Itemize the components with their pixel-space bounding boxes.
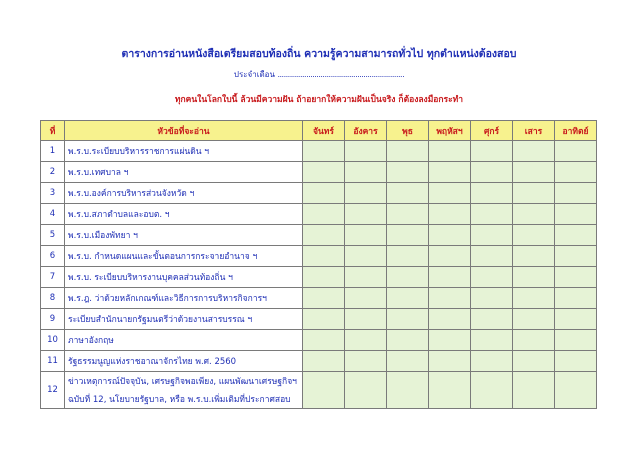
day-cell-friday[interactable] [471,141,513,162]
row-topic: ภาษาอังกฤษ [65,330,303,351]
day-cell-thursday[interactable] [429,162,471,183]
table-row [41,288,597,309]
row-topic-line2: ฉบับที่ 12, นโยบายรัฐบาล, หรือ พ.ร.บ.เพิ่มเติมที่ประกาศสอบ [68,395,291,405]
day-cell-monday[interactable] [303,372,345,409]
page-title: ตารางการอ่านหนังสือเตรียมสอบท้องถิ่น ความรู้ความสามารถทั่วไป ทุกตำแหน่งต้องสอบ [121,48,517,60]
col-tuesday: อังคาร [345,121,387,141]
row-number: 12 [41,372,65,409]
day-cell-sunday[interactable] [555,183,597,204]
day-cell-tuesday[interactable] [345,204,387,225]
day-cell-tuesday[interactable] [345,309,387,330]
row-number: 7 [41,267,65,288]
day-cell-sunday[interactable] [555,288,597,309]
day-cell-tuesday[interactable] [345,330,387,351]
reading-schedule-table [40,120,597,409]
day-cell-saturday[interactable] [513,183,555,204]
day-cell-monday[interactable] [303,351,345,372]
day-cell-sunday[interactable] [555,330,597,351]
day-cell-thursday[interactable] [429,309,471,330]
day-cell-sunday[interactable] [555,162,597,183]
day-cell-saturday[interactable] [513,288,555,309]
day-cell-saturday[interactable] [513,162,555,183]
col-friday: ศุกร์ [471,121,513,141]
row-topic: พ.ร.บ.ระเบียบบริหารราชการแผ่นดิน ฯ [65,141,303,162]
day-cell-monday[interactable] [303,330,345,351]
day-cell-wednesday[interactable] [387,162,429,183]
row-topic: พ.ร.บ.เทศบาล ฯ [65,162,303,183]
row-number: 8 [41,288,65,309]
day-cell-wednesday[interactable] [387,351,429,372]
col-monday: จันทร์ [303,121,345,141]
header-row [41,121,597,141]
row-topic-line1: ข่าวเหตุการณ์ปัจจุบัน, เศรษฐกิจพอเพียง, แผนพัฒนาเศรษฐกิจฯ [68,377,297,387]
day-cell-tuesday[interactable] [345,288,387,309]
table-row [41,204,597,225]
row-number: 11 [41,351,65,372]
table-row [41,351,597,372]
day-cell-thursday[interactable] [429,267,471,288]
col-topic: หัวข้อที่จะอ่าน [65,121,303,141]
day-cell-thursday[interactable] [429,351,471,372]
day-cell-sunday[interactable] [555,267,597,288]
row-topic: รัฐธรรมนูญแห่งราชอาณาจักรไทย พ.ศ. 2560 [65,351,303,372]
day-cell-thursday[interactable] [429,372,471,409]
row-number: 1 [41,141,65,162]
day-cell-thursday[interactable] [429,246,471,267]
day-cell-sunday[interactable] [555,204,597,225]
table-row [41,330,597,351]
day-cell-monday[interactable] [303,204,345,225]
day-cell-saturday[interactable] [513,225,555,246]
day-cell-wednesday[interactable] [387,225,429,246]
table-row [41,141,597,162]
table-row [41,162,597,183]
day-cell-monday[interactable] [303,246,345,267]
table-row [41,372,597,409]
day-cell-tuesday[interactable] [345,246,387,267]
month-blank: .............................................................. [277,70,405,79]
day-cell-friday[interactable] [471,372,513,409]
day-cell-sunday[interactable] [555,141,597,162]
day-cell-tuesday[interactable] [345,162,387,183]
row-topic: พ.ร.บ. กำหนดแผนและขั้นตอนการกระจายอำนาจ ฯ [65,246,303,267]
row-topic: พ.ร.บ.เมืองพัทยา ฯ [65,225,303,246]
day-cell-saturday[interactable] [513,267,555,288]
day-cell-friday[interactable] [471,351,513,372]
day-cell-monday[interactable] [303,183,345,204]
col-sunday: อาทิตย์ [555,121,597,141]
day-cell-friday[interactable] [471,246,513,267]
day-cell-monday[interactable] [303,267,345,288]
day-cell-friday[interactable] [471,225,513,246]
row-topic: พ.ร.บ.สภาตำบลและอบต. ฯ [65,204,303,225]
row-topic: ระเบียบสำนักนายกรัฐมนตรีว่าด้วยงานสารบรรณ ฯ [65,309,303,330]
row-number: 9 [41,309,65,330]
day-cell-wednesday[interactable] [387,330,429,351]
day-cell-monday[interactable] [303,225,345,246]
day-cell-monday[interactable] [303,162,345,183]
day-cell-friday[interactable] [471,162,513,183]
col-saturday: เสาร [513,121,555,141]
col-thursday: พฤหัสฯ [429,121,471,141]
col-wednesday: พุธ [387,121,429,141]
day-cell-monday[interactable] [303,288,345,309]
row-topic [65,372,303,409]
day-cell-wednesday[interactable] [387,183,429,204]
day-cell-saturday[interactable] [513,309,555,330]
day-cell-sunday[interactable] [555,246,597,267]
day-cell-monday[interactable] [303,141,345,162]
day-cell-friday[interactable] [471,330,513,351]
day-cell-wednesday[interactable] [387,309,429,330]
day-cell-wednesday[interactable] [387,372,429,409]
day-cell-thursday[interactable] [429,330,471,351]
day-cell-friday[interactable] [471,204,513,225]
day-cell-sunday[interactable] [555,309,597,330]
day-cell-friday[interactable] [471,288,513,309]
day-cell-tuesday[interactable] [345,183,387,204]
row-number: 2 [41,162,65,183]
day-cell-monday[interactable] [303,309,345,330]
day-cell-thursday[interactable] [429,288,471,309]
table-row [41,267,597,288]
day-cell-tuesday[interactable] [345,351,387,372]
day-cell-saturday[interactable] [513,204,555,225]
day-cell-thursday[interactable] [429,183,471,204]
row-topic: พ.ร.ฎ. ว่าด้วยหลักเกณฑ์และวิธีการการบริหารกิจการฯ [65,288,303,309]
day-cell-wednesday[interactable] [387,288,429,309]
day-cell-friday[interactable] [471,183,513,204]
day-cell-thursday[interactable] [429,225,471,246]
table-row [41,225,597,246]
day-cell-tuesday[interactable] [345,141,387,162]
day-cell-tuesday[interactable] [345,267,387,288]
row-number: 3 [41,183,65,204]
month-label: ประจำเดือน [233,70,275,79]
day-cell-saturday[interactable] [513,246,555,267]
day-cell-wednesday[interactable] [387,141,429,162]
row-topic: พ.ร.บ. ระเบียบบริหารงานบุคคลส่วนท้องถิ่น ฯ [65,267,303,288]
row-number: 5 [41,225,65,246]
day-cell-thursday[interactable] [429,204,471,225]
table-row [41,246,597,267]
row-number: 10 [41,330,65,351]
day-cell-saturday[interactable] [513,141,555,162]
day-cell-wednesday[interactable] [387,267,429,288]
day-cell-sunday[interactable] [555,225,597,246]
row-number: 4 [41,204,65,225]
row-topic: พ.ร.บ.องค์การบริหารส่วนจังหวัด ฯ [65,183,303,204]
row-number: 6 [41,246,65,267]
day-cell-sunday[interactable] [555,372,597,409]
day-cell-friday[interactable] [471,309,513,330]
day-cell-friday[interactable] [471,267,513,288]
day-cell-thursday[interactable] [429,141,471,162]
day-cell-wednesday[interactable] [387,246,429,267]
day-cell-saturday[interactable] [513,330,555,351]
col-no: ที่ [41,121,65,141]
motto: ทุกคนในโลกใบนี้ ล้วนมีความฝัน ถ้าอยากให้ความฝันเป็นจริง ก็ต้องลงมือกระทำ [174,95,464,105]
day-cell-tuesday[interactable] [345,372,387,409]
day-cell-saturday[interactable] [513,372,555,409]
day-cell-wednesday[interactable] [387,204,429,225]
table-row [41,309,597,330]
table-row [41,183,597,204]
day-cell-sunday[interactable] [555,351,597,372]
day-cell-saturday[interactable] [513,351,555,372]
day-cell-tuesday[interactable] [345,225,387,246]
month-line [0,68,638,81]
